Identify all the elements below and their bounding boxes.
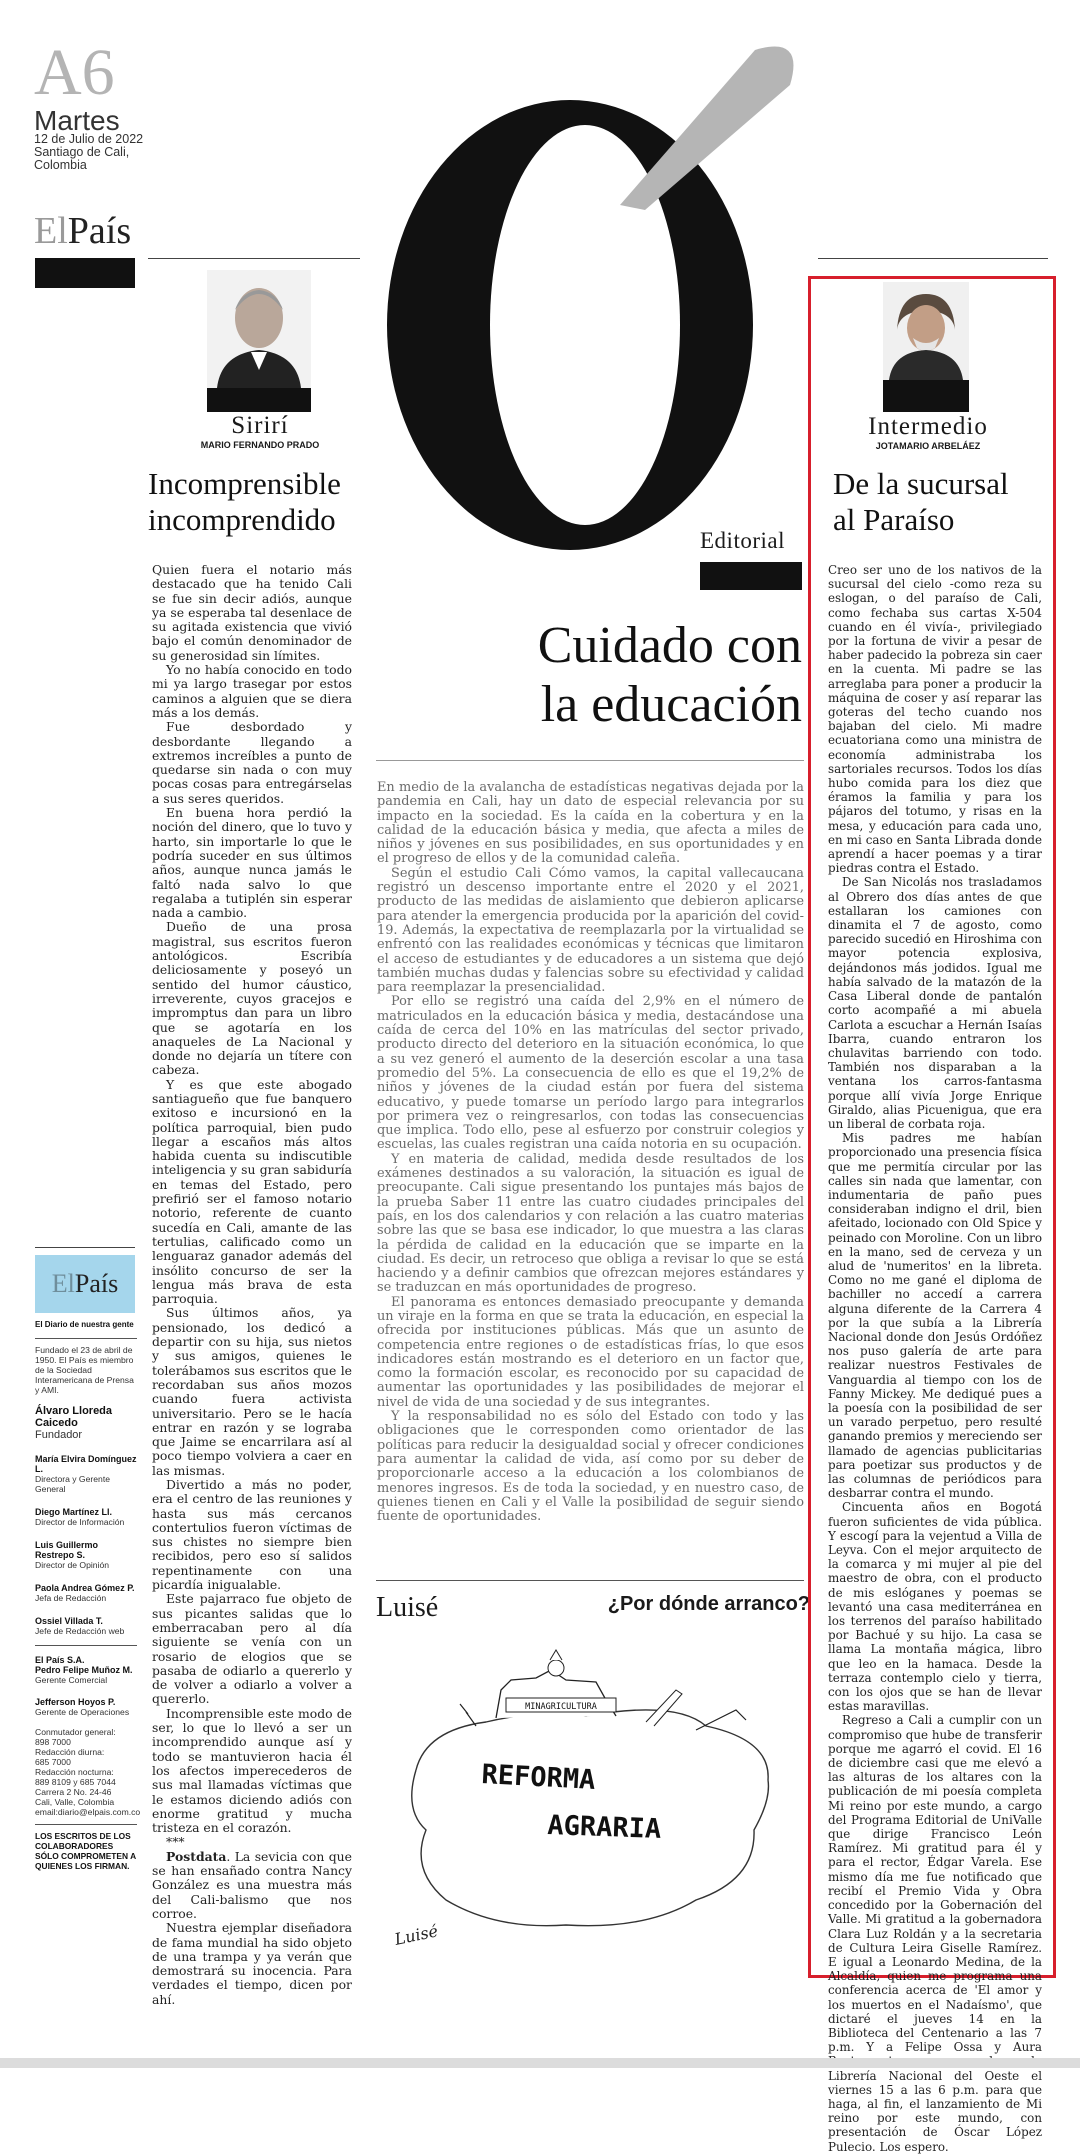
paragraph: Incomprensible este modo de ser, lo que lo llevó a ser un incomprendido aunque así y todo se mantuvieron hacia él los afectos imperecederos de sus mal llamadas víctimas que le estamos diciendo adiós con enorme gratitud y mucha tristeza en el corazón. xyxy=(152,1705,352,1836)
company-name: El País S.A. xyxy=(35,1655,85,1665)
company-person-name: Jefferson Hoyos P. xyxy=(35,1697,116,1707)
staff-role: Director de Opinión xyxy=(35,1560,110,1570)
contact-line: 685 7000 xyxy=(35,1757,71,1767)
headline-right-line1: De la sucursal xyxy=(833,466,1009,501)
day-label: Martes xyxy=(34,105,120,136)
cartoon-title: ¿Por dónde arranco? xyxy=(607,1593,810,1615)
editorial-label: Editorial xyxy=(700,528,785,553)
column-name-left: Sirirí xyxy=(231,412,289,439)
masthead-logo[interactable]: ElPaís xyxy=(35,1255,135,1313)
paragraph: En medio de la avalancha de estadísticas negativas dejada por la pandemia en Cali, hay un dato de especial relevancia por su impacto en la sociedad. Es la caída en la cobertura y en la calidad de la educación básica y media, que afecta a miles de niños y jóvenes en sus posibilidades, en sus oportunidades y en el progreso de ellos y de la comunidad caleña. xyxy=(377,780,804,867)
paragraph: Y en materia de calidad, medida desde resultados de los exámenes destinados a su valoración, la situación es igual de preocupante. Cali sigue presentando los puntajes más bajos de la prueba Saber 11 entre las cuatro ciudades principales del país, en los dos calendarios y con relación a las cuatro materias sobre las que se basa ese indicador, lo que muestra a las claras la pérdida de calidad en la educación que se imparte en la ciudad. Es decir, un retroceso que obliga a revisar lo que se está haciendo y a definir cambios que ofrezcan mejores estándares y se traduzcan en más oportunidades de progreso. xyxy=(377,1151,804,1296)
cartoon-rule xyxy=(376,1580,804,1581)
paragraph: Y es que este abogado santiagueño que fue banquero exitoso e incursionó en la política parroquial, bien pudo llegar a escaños más altos habida cuenta su indiscutible inteligencia y su gran sabiduría en temas del Estado, pero prefirió ser el famoso notario notorio, referente de cuanto sucedía en Cali, amante de las tertulias, calificado como un lenguaraz ganador además del insólito concurso de ser la lengua más brava de esta parroquia. xyxy=(152,1076,352,1307)
separator-stars: *** xyxy=(166,1834,185,1850)
cartoon-caption-line1: REFORMA xyxy=(480,1759,597,1796)
editorial-headline-line1: Cuidado con xyxy=(537,617,802,674)
column-body-right xyxy=(828,563,1042,2154)
staff-role: Director de Información xyxy=(35,1517,125,1527)
paragraph: Según el estudio Cali Cómo vamos, la capital vallecaucana registró un descenso importante entre el 2020 y el 2021, producto de las medidas de aislamiento que debieron aplicarse para atender la emergencia producida por la aparición del covid-19. Además, la expectativa de reemplazarla por la virtualidad se enfrentó con las realidades económicas y técnicas que limitaron el acceso de estudiantes y de educadores a un sistema que dejó también muchas dudas y falencias sobre su efectividad y calidad para reemplazar la presencialidad. xyxy=(377,865,804,996)
paragraph: Yo no había conocido en todo mi ya largo trasegar por estos caminos a alguien que se diera más a los demás. xyxy=(152,662,352,720)
author-photo-right xyxy=(883,282,969,380)
column-name-right: Intermedio xyxy=(868,413,988,440)
photo-bar-right xyxy=(883,380,969,412)
paragraph: Mis padres me habían proporcionado una presencia física que me permitía circular por las calles sin nada que lamentar, con indumentaria de paño pues consideraban indigno el dril, bien afeitado, locionado con Old Spice y peinado con Moroline. Con un libro en la mano, sed de cerveza y un alud de 'numeritos' en la libreta. Como no me gané el diploma de bachiller no accedí a carrera alguna diferente de la Carrera 4 por la que subía a la Librería Nacional donde don Jesús Ordóñez nos puso galería de arte para realizar nuestros Festivales de Vanguardia al tiempo con los de Fanny Mickey. Me dediqué pues a la poesía con la posibilidad de ser un varado perpetuo, pero resulté ganando premios y mereciendo ser llamado de agencias publicitarias para poetizar sus productos y de las columnas de periódicos para desbarrar contra el mundo. xyxy=(828,1131,1042,1501)
masthead-rule-top xyxy=(35,1247,135,1248)
photo-bar-left xyxy=(207,388,311,412)
author-name-left: MARIO FERNANDO PRADO xyxy=(200,440,320,450)
top-rule-right xyxy=(818,258,1048,259)
staff-name: María Elvira Domínguez L. xyxy=(35,1454,137,1474)
postdata-paragraph xyxy=(152,1850,352,1921)
paragraph: Fue desbordado y desbordante llegando a extremos increíbles a punto de quedarse sin nada o con muy pocas cosas para entregárselas a sus seres queridos. xyxy=(152,719,352,806)
date-location xyxy=(34,133,144,172)
paragraph: En buena hora perdió la noción del dinero, que lo tuvo y harto, sin importarle lo que le podría suceder en sus últimos años, aunque nunca jamás le faltó nada salvo lo que regalaba a tutiplén sin esperar nada a cambio. xyxy=(152,805,352,921)
contact-line: 889 8109 y 685 7044 xyxy=(35,1777,116,1787)
staff-name: Luis Guillermo Restrepo S. xyxy=(35,1540,99,1560)
editorial-headline-line2: la educación xyxy=(540,676,802,733)
staff-role: Jefa de Redacción xyxy=(35,1593,107,1603)
headline-left xyxy=(148,466,388,538)
paragraph: Y la responsabilidad no es sólo del Estado con todo y las obligaciones que le corresponden como orientador de las políticas para reducir la desigualdad social y ofrecer condiciones para aumentar la calidad de vida, así como por su deber de proporcionarle acceso a la educación a los colombianos de menores ingresos. Es de toda la sociedad, y en nuestro caso, de quienes tienen en Cali y el Valle la posibilidad de seguir siendo fuente de oportunidades. xyxy=(377,1409,804,1525)
headline-right xyxy=(833,466,1048,538)
contact-email[interactable]: email:diario@elpais.com.co xyxy=(35,1807,141,1817)
company-person-name: Pedro Felipe Muñoz M. xyxy=(35,1665,133,1675)
founder-name: Álvaro Lloreda Caicedo xyxy=(35,1405,113,1429)
contact-line: Conmutador general: xyxy=(35,1727,116,1737)
portrait-image xyxy=(207,270,311,388)
contact-block xyxy=(35,1727,141,1817)
staff-name: Ossiel Villada T. xyxy=(35,1616,103,1626)
contact-line: Carrera 2 No. 24-46 xyxy=(35,1787,112,1797)
editorial-rule xyxy=(376,760,804,761)
top-rule-left xyxy=(148,258,360,259)
page-number: A6 xyxy=(34,36,115,109)
postdata-label: Postdata xyxy=(166,1848,227,1864)
company-person-role: Gerente de Operaciones xyxy=(35,1707,130,1717)
headline-left-line2: incomprendido xyxy=(148,502,336,537)
paragraph: De San Nicolás nos trasladamos al Obrero dos días antes de que estallaran los camiones con dinamita el 7 de agosto, como parecido sucedió en Hiroshima con mayor potencia explosiva, dejándonos más jodidos. Igual me había salvado de la matazón de la Casa Liberal donde de pantalón corto acompañé a mi abuela Carlota a escuchar a Hernán Isaías Ibarra, cuando entraron los chulavitas barriendo con todo. También nos disparaban a la ventana los carros-fantasma porque allí vivía Jorge Enrique Giraldo, alias Picuenigua, que era un liberal de corbata roja. xyxy=(828,875,1042,1131)
paragraph: Nuestra ejemplar diseñadora de fama mundial ha sido objeto de una trampa y ya verán que demostrará su inocencia. Para verdades el tiempo, dicen por ahí. xyxy=(152,1920,352,2007)
contact-line: 898 7000 xyxy=(35,1737,71,1747)
staff-name: Diego Martínez Ll. xyxy=(35,1507,113,1517)
column-body-left xyxy=(152,562,352,2007)
cartoon-signature: Luisé xyxy=(392,1921,440,1949)
cartoon-caption-line2: AGRARIA xyxy=(546,1810,662,1845)
staff-role: Jefe de Redacción web xyxy=(35,1626,125,1636)
paragraph: Regreso a Cali a cumplir con un compromiso que hube de transferir porque me agarró el covid. El 16 de diciembre casi que me elevó a las alturas de los altares con la publicación de mi poesía completa Mi reino por este mundo, a cargo del Programa Editorial de UniValle que dirige Francisco León Ramírez. Mi gratitud para él y para el rector, Édgar Varela. Ese mismo día me fue notificado que recibí el Premio Vida y Obra concedido por la Gobernación del Valle. Mi gratitud a la gobernadora Clara Luz Roldán y a la secretaria de Cultura Leira Giselle Ramírez. E igual a Leonardo Medina, de la Alcaldía, quien me programa una conferencia acerca de 'El amor y los muertos en el Nadaísmo', que dictaré el jueves 14 en la Biblioteca del Centenario a las 7 p.m. Y a Felipe Ossa y Aura Librería Nacional del Oeste el viernes 15 a las 6 p.m. para que haga, al fin, el lanzamiento de Mi reino por este mundo, con presentación de Óscar López Pulecio. Los espero. xyxy=(828,1713,1042,2154)
page-bottom-strip xyxy=(0,2058,1080,2068)
masthead-tagline: El Diario de nuestra gente xyxy=(35,1320,134,1329)
paragraph: Sus últimos años, ya pensionado, los dedicó a departir con su hija, sus nietos y sus amigos, quienes le tolerábamos sus escritos que le recordaban sus años mozos cuando fuera activista universitario. Pero se le hacía entrar en razón y se lograba que Jaime se encarrilara así al poco tiempo volviera a caer en las mismas. xyxy=(152,1305,352,1478)
contact-line: Redacción diurna: xyxy=(35,1747,105,1757)
company-person-role: Gerente Comercial xyxy=(35,1675,108,1685)
editorial-headline xyxy=(430,616,802,734)
masthead-info xyxy=(35,1320,141,1871)
author-name-right: JOTAMARIO ARBELÁEZ xyxy=(875,441,981,451)
logo-black-bar xyxy=(35,258,135,288)
paragraph: Divertido a más no poder, era el centro de las reuniones y hasta sus más cercanos contertulios fueron víctimas de sus chistes no siempre bien recibidos, pero eso sí salidos repentinamente con una picardía inigualable. xyxy=(152,1477,352,1593)
editorial-body xyxy=(377,781,804,1551)
cartoon-sign: MINAGRICULTURA xyxy=(525,1702,597,1712)
headline-left-line1: Incomprensible xyxy=(148,466,341,501)
staff-name: Paola Andrea Gómez P. xyxy=(35,1583,135,1593)
postdata-text: . La sevicia con que se han ensañado contra Nancy González es una muestra más del Cali-balismo que nos corroe. xyxy=(152,1848,352,1921)
paragraph: Este pajarraco fue objeto de sus picantes salidas que lo emberracaban pero al día siguiente se venía con un rosario de elogios que se pasaba de odiarlo a quererlo y de volver a odiarlo a volver a quererlo. xyxy=(152,1591,352,1707)
headline-right-line2: al Paraíso xyxy=(833,502,955,537)
disclaimer: LOS ESCRITOS DE LOS COLABORADORES SÓLO COMPROMETEN A QUIENES LOS FIRMAN. xyxy=(35,1831,136,1871)
author-photo-left xyxy=(207,270,311,388)
paragraph: Por ello se registró una caída del 2,9% en el número de matriculados en la educación básica y media, destacándose una caída de cerca del 10% en las matrículas del sector privado, producto directo del deterioro en la situación económica, lo que a su vez generó el aumento de la deserción escolar a una tasa promedio del 5%. La consecuencia de ello es que el 19,2% de niños y jóvenes de la ciudad están por fuera del sistema educativo, y puede tomarse un período largo para integrarlos por primera vez o reingresarlos, con todas las consecuencias que implica. Todo ello, pese al esfuerzo por construir colegios y escuelas, las cuales registran una caída notoria en su ocupación. xyxy=(377,994,804,1153)
newspaper-logo[interactable]: ElPaís xyxy=(34,210,132,252)
contact-line: Redacción nocturna: xyxy=(35,1767,114,1777)
editorial-black-bar xyxy=(700,562,802,590)
contact-line: Cali, Valle, Colombia xyxy=(35,1797,115,1807)
location: Santiago de Cali, Colombia xyxy=(34,145,130,172)
staff-role: Directora y Gerente General xyxy=(35,1474,110,1494)
paragraph: El panorama es entonces demasiado preocupante y demanda un viraje en la forma en que se trata la educación, en especial la ofrecida por instituciones públicas. Más que un asunto de competencia entre regiones o de estadísticas frías, lo que esos indicadores están mostrando es el deterioro en un factor que, como la formación escolar, es reconocido por su capacidad de aumentar las oportunidades y las posibilidades de mejorar el nivel de vida de una sociedad y de sus integrantes. xyxy=(377,1294,804,1410)
date: 12 de Julio de 2022 xyxy=(34,132,144,146)
opinion-o-ornament xyxy=(335,45,825,550)
cartoonist-name: Luisé xyxy=(376,1592,439,1623)
masthead-founded: Fundado el 23 de abril de 1950. El País es miembro de la Sociedad Interamericana de Prensa y AMI. xyxy=(35,1345,134,1395)
portrait-image xyxy=(883,282,969,380)
paragraph: Creo ser uno de los nativos de la sucursal del cielo -como reza su eslogan, o del paraíso de Cali, como fechaba sus cartas X-504 cuando en él vivía-, privilegiado por la fortuna de vivir a pesar de haber padecido la pobreza sin caer en la cuenta. Mi padre se las arreglaba para poner a producir la máquina de coser y así reparar las goteras del techo cuando nos bajaban del cielo. Mi madre ecuatoriana como una ministra de economía administraba los sartoriales recursos. Todos los días hubo comida para los diez que éramos la familia y para los pájaros del totumo, y risas en la mesa, y educación para cada uno, en mi caso en Santa Librada donde aprendí a hacer poemas y a tirar piedras contra el Estado. xyxy=(828,563,1042,876)
paragraph: Cincuenta años en Bogotá fueron suficientes de vida pública. Y escogí para la vejentud a Villa de Leyva. Con el mejor arquitecto de la comarca y mi mujer al pie del maestro de obra, con el producto de mis eslóganes y poemas se levantó una casa mediterránea en los terrenos del paraíso habilitado por Bachué y su hijo. La casa se llama La montaña mágica, libro que leo en la hamaca. Desde la terraza contemplo cielo y tierra, con los ojos que se han de llevar estas maravillas. xyxy=(828,1500,1042,1714)
founder-role: Fundador xyxy=(35,1429,83,1441)
paragraph: Dueño de una prosa magistral, sus escritos fueron antológicos. Escribía deliciosamente y poseyó un sentido del humor cáustico, irreverente, cuyos gracejos e impromptus dan para un libro que se agotaría en los anaqueles de La Nacional y donde no dejaría un títere con cabeza. xyxy=(152,919,352,1078)
paragraph: Quien fuera el notario más destacado que ha tenido Cali se fue sin decir adiós, aunque ya se esperaba tal desenlace de su agitada existencia que vivió bajo el común denominador de su generosidad sin límites. xyxy=(152,562,352,663)
cartoon-illustration xyxy=(376,1630,806,1960)
